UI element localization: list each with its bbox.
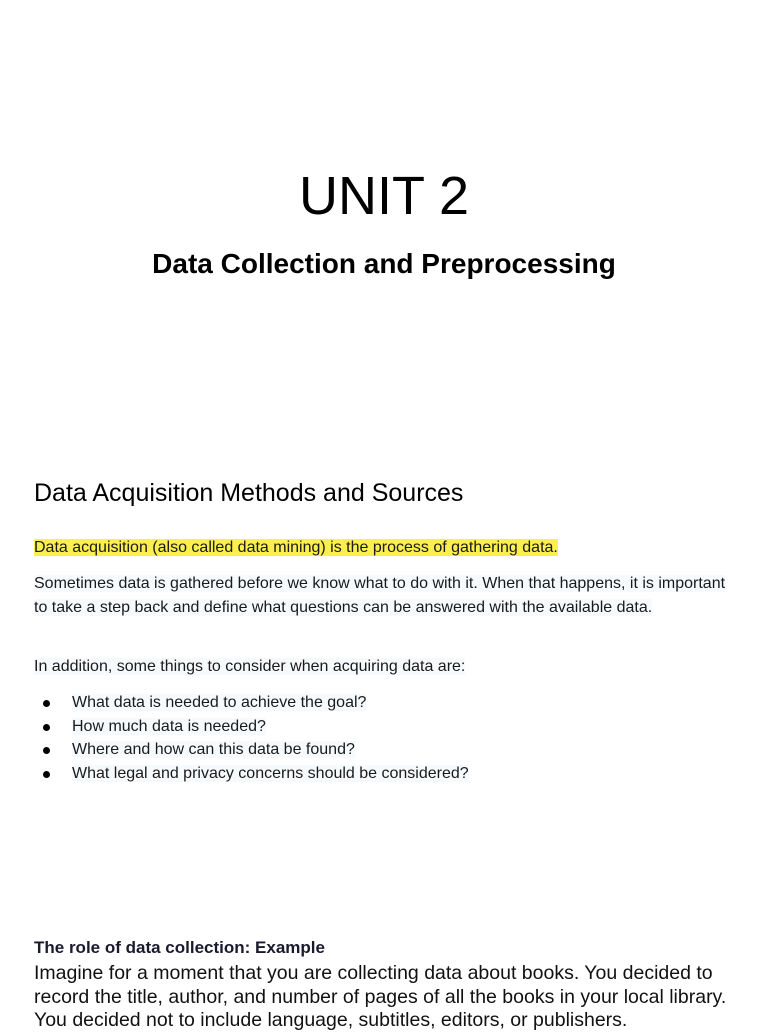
context-paragraph: [34, 572, 734, 619]
list-item: [34, 691, 469, 715]
list-item-text: Where and how can this data be found?: [72, 741, 355, 758]
list-item-text: What data is needed to achieve the goal?: [72, 694, 367, 711]
bullet-icon: [43, 700, 50, 707]
list-item: [34, 738, 469, 762]
example-heading: The role of data collection: Example: [34, 938, 325, 957]
bullet-icon: [43, 771, 50, 778]
list-item-text: How much data is needed?: [72, 717, 266, 735]
bullet-icon: [43, 747, 50, 754]
intro-paragraph: [34, 655, 734, 679]
unit-subtitle: Data Collection and Preprocessing: [152, 248, 616, 279]
considerations-list: [34, 691, 469, 785]
unit-title: UNIT 2: [298, 166, 470, 226]
list-item: [34, 762, 469, 786]
bullet-icon: [43, 724, 50, 731]
intro-text: In addition, some things to consider when acquiring data are:: [34, 658, 466, 675]
list-item-text: What legal and privacy concerns should be considered?: [72, 764, 469, 782]
definition-paragraph: [34, 536, 734, 560]
list-item: [34, 715, 469, 739]
context-text: Sometimes data is gathered before we know what to do with it. When that happens, it is important to take a step back and define what questions can be answered with the available data.: [34, 575, 726, 616]
section-heading: Data Acquisition Methods and Sources: [34, 479, 464, 507]
example-paragraph: Imagine for a moment that you are collecting data about books. You decided to record the title, author, and number of pages of all the books in your local library. You decided not to include language, subtitles, editors, or publishers.: [34, 962, 727, 1031]
definition-highlight: Data acquisition (also called data mining) is the process of gathering data.: [34, 539, 558, 556]
